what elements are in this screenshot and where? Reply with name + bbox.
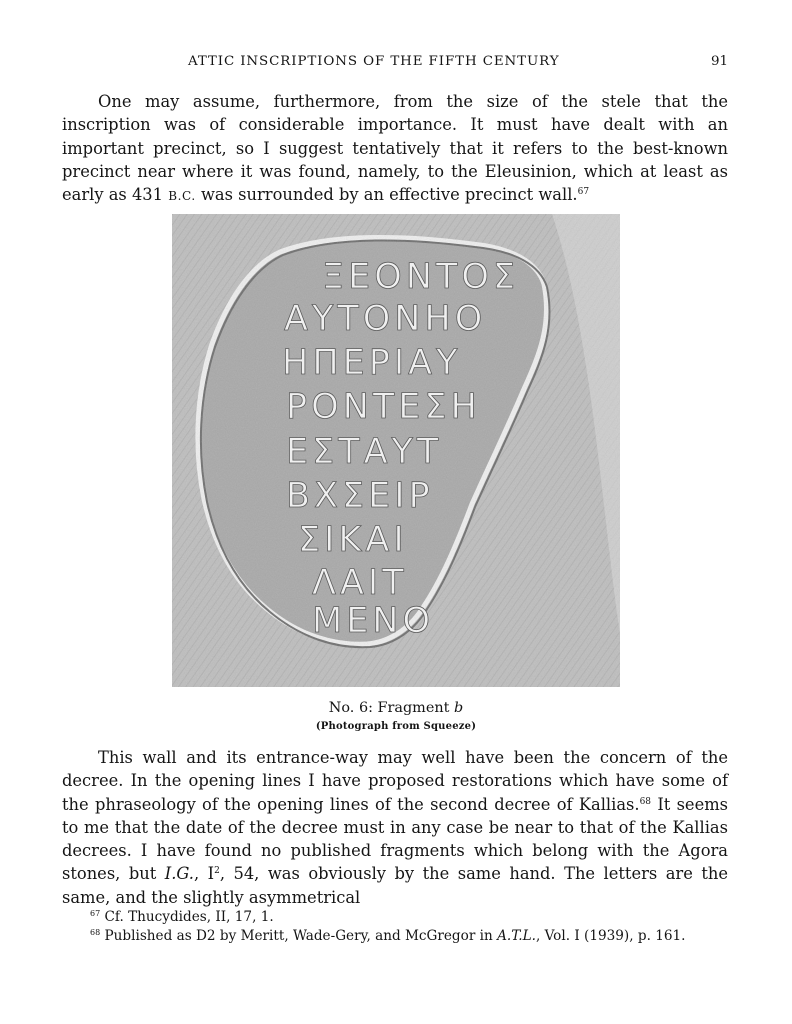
inscription-line-1: ΞΕΟΝΤΟΣ: [322, 257, 520, 297]
paragraph-1-text-a: One may assume, furthermore, from the size of the stele that the inscription was of considerable importance. It must have dealt with an important precinct, so I suggest tentatively that it refers to the best-known precinct near where it was found, namely, to the Eleusinion, which at least as early as 431: [62, 92, 728, 205]
footnote-text: Cf. Thucydides, II, 17, 1.: [104, 909, 274, 925]
ig-reference: I.G.: [164, 864, 194, 884]
paragraph-2-text-c: , I: [193, 864, 215, 884]
footnote-67: [90, 908, 730, 927]
footnote-ref-68: 68: [639, 796, 652, 807]
paragraph-2-text-b: It seems to me that the date of the decree must in any case be near to that of the Kallias decrees. I have found no published fragments which belong with the Agora stones, but: [62, 794, 728, 884]
figure-caption: [172, 700, 620, 716]
running-title: ATTIC INSCRIPTIONS OF THE FIFTH CENTURY: [188, 54, 560, 69]
footnote-text-end: , Vol. I (1939), p. 161.: [535, 928, 686, 944]
footnote-text: Published as D2 by Meritt, Wade-Gery, and McGregor in: [104, 928, 498, 944]
atl-reference: A.T.L.: [497, 928, 536, 944]
inscription-line-6: ΒΧΣΕΙΡ: [286, 476, 434, 516]
inscription-line-3: ΗΠΕΡΙΑΥ: [282, 343, 462, 383]
page-number: 91: [710, 54, 728, 69]
footnote-68: [90, 927, 730, 946]
inscription-line-8: ΛΑΙΤ: [312, 563, 408, 603]
inscription-line-5: ΕΣΤΑΥΤ: [286, 432, 443, 472]
running-header: [62, 54, 728, 74]
paragraph-1-text-b: was surrounded by an effective precinct wall.: [195, 185, 578, 205]
paragraph-2: [62, 746, 728, 909]
paragraph-2-text-d: , 54, was obviously by the same hand. The letters are the same, and the slightly asymmetrical: [62, 864, 728, 907]
figure-caption-sub: (Photograph from Squeeze): [315, 721, 477, 732]
paragraph-1: [62, 90, 728, 208]
caption-letter: b: [453, 700, 464, 716]
caption-title: Fragment: [377, 700, 450, 716]
inscription-line-7: ΣΙΚΑΙ: [298, 520, 408, 560]
inscription-line-2: ΑΥΤΟΝΗΟ: [284, 299, 487, 339]
inscription-line-9: ΜΕΝΟ: [312, 601, 435, 641]
caption-label: No. 6:: [328, 700, 373, 716]
era-abbreviation: B.C.: [168, 189, 196, 204]
fragment-photograph: [172, 214, 620, 687]
footnote-mark: 68: [90, 928, 101, 937]
footnote-mark: 67: [90, 909, 101, 918]
inscription-line-4: ΡΟΝΤΕΣΗ: [286, 387, 481, 427]
ig-superscript: 2: [214, 866, 220, 877]
paragraph-2-text-a: This wall and its entrance-way may well have been the concern of the decree. In the opening lines I have proposed restorations which have some of the phraseology of the opening lines of the second decree of Kallias.: [62, 748, 728, 814]
footnote-ref-67: 67: [577, 187, 590, 198]
footnotes: [90, 908, 730, 946]
